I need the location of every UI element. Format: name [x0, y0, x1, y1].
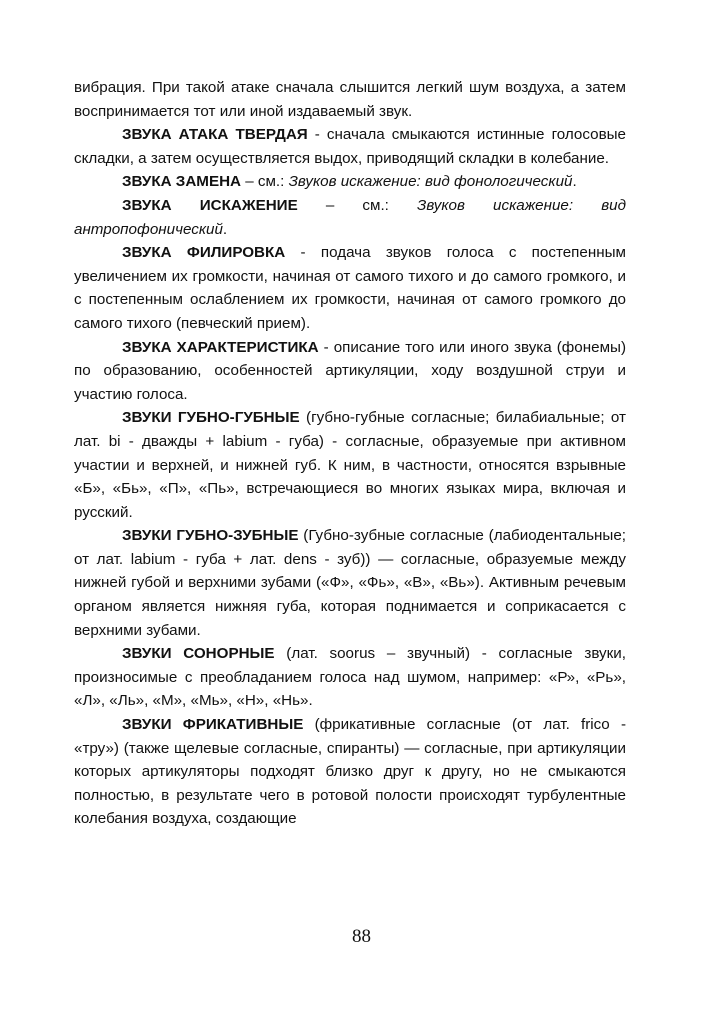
dictionary-entry	[74, 241, 626, 335]
dictionary-entry	[74, 170, 626, 194]
dictionary-entry	[74, 406, 626, 524]
entry-reference: Звуков искажение: вид антропофонический	[74, 196, 626, 238]
dictionary-entry	[74, 194, 626, 241]
entry-term: ЗВУКА ХАРАКТЕРИСТИКА	[122, 338, 319, 356]
entry-term: ЗВУКА ФИЛИРОВКА	[122, 244, 286, 262]
entry-definition: (фрикативные согласные (от лат. frico - «тру») (также щелевые согласные, спиранты) — согласные, при артикуляции которых артикуляторы подходят близко друг к другу, но не смыкаются полностью, в результате чего в ротовой полости происходят турбулентные колебания воздуха, создающие	[74, 716, 627, 828]
entry-term: ЗВУКА АТАКА ТВЕРДАЯ	[122, 126, 308, 144]
entry-definition: (Губно-зубные согласные (лабиодентальные; от лат. labium - губа + лат. dens - зуб)) — согласные, образуемые между нижней губой и верхними зубами («Ф», «Фь», «В», «Вь»). Активным речевым органом является нижняя губа, которая поднимается и соприкасается с верхними зубами.	[74, 527, 626, 639]
entry-definition: - подача звуков голоса с постепенным увеличением их громкости, начиная от самого тихого и до самого громкого, и с постепенным ослаблением их громкости, начиная от самого громкого до самого тихого (певческий прием).	[74, 244, 626, 332]
dictionary-entry	[74, 123, 626, 170]
entry-definition: (губно-губные согласные; билабиальные; от лат. bi - дважды + labium - губа) - согласные, образуемые при активном участии и верхней, и нижней губ. К ним, в частности, относятся взрывные «Б», «Бь», «П», «Пь», встречающиеся во многих языках мира, включая и русский.	[74, 409, 626, 521]
entry-definition: – см.:	[241, 173, 289, 191]
dictionary-entry	[74, 524, 626, 642]
entry-term: ЗВУКИ ГУБНО-ЗУБНЫЕ	[122, 527, 299, 545]
paragraph-continuation	[74, 76, 626, 123]
entry-reference: Звуков искажение: вид фонологический	[288, 173, 573, 191]
body-text	[74, 76, 626, 831]
entry-definition: - сначала смыкаются истинные голосовые складки, а затем осуществляется выдох, приводящий складки в колебание.	[74, 126, 627, 167]
entry-definition: .	[222, 220, 228, 238]
entry-definition: - описание того или иного звука (фонемы) по образованию, особенностей артикуляции, ходу воздушной струи и участию голоса.	[74, 338, 626, 403]
entry-term: ЗВУКА ИСКАЖЕНИЕ	[122, 196, 298, 214]
entry-definition: .	[572, 173, 577, 191]
dictionary-entry	[74, 642, 626, 713]
entry-definition: – см.:	[297, 196, 418, 214]
entry-term: ЗВУКА ЗАМЕНА	[122, 173, 242, 191]
entry-definition: вибрация. При такой атаке сначала слышится легкий шум воздуха, а затем воспринимается тот или иной издаваемый звук.	[74, 79, 626, 120]
page-number: 88	[352, 926, 371, 947]
entry-definition: (лат. soorus – звучный) - согласные звуки, произносимые с преобладанием голоса над шумом, например: «Р», «Рь», «Л», «Ль», «М», «Мь», «Н», «Нь».	[74, 645, 626, 710]
entry-term: ЗВУКИ СОНОРНЫЕ	[122, 645, 275, 663]
dictionary-entry	[74, 713, 626, 831]
entry-term: ЗВУКИ ФРИКАТИВНЫЕ	[122, 716, 304, 734]
dictionary-entry	[74, 336, 626, 407]
entry-term: ЗВУКИ ГУБНО-ГУБНЫЕ	[122, 409, 300, 427]
